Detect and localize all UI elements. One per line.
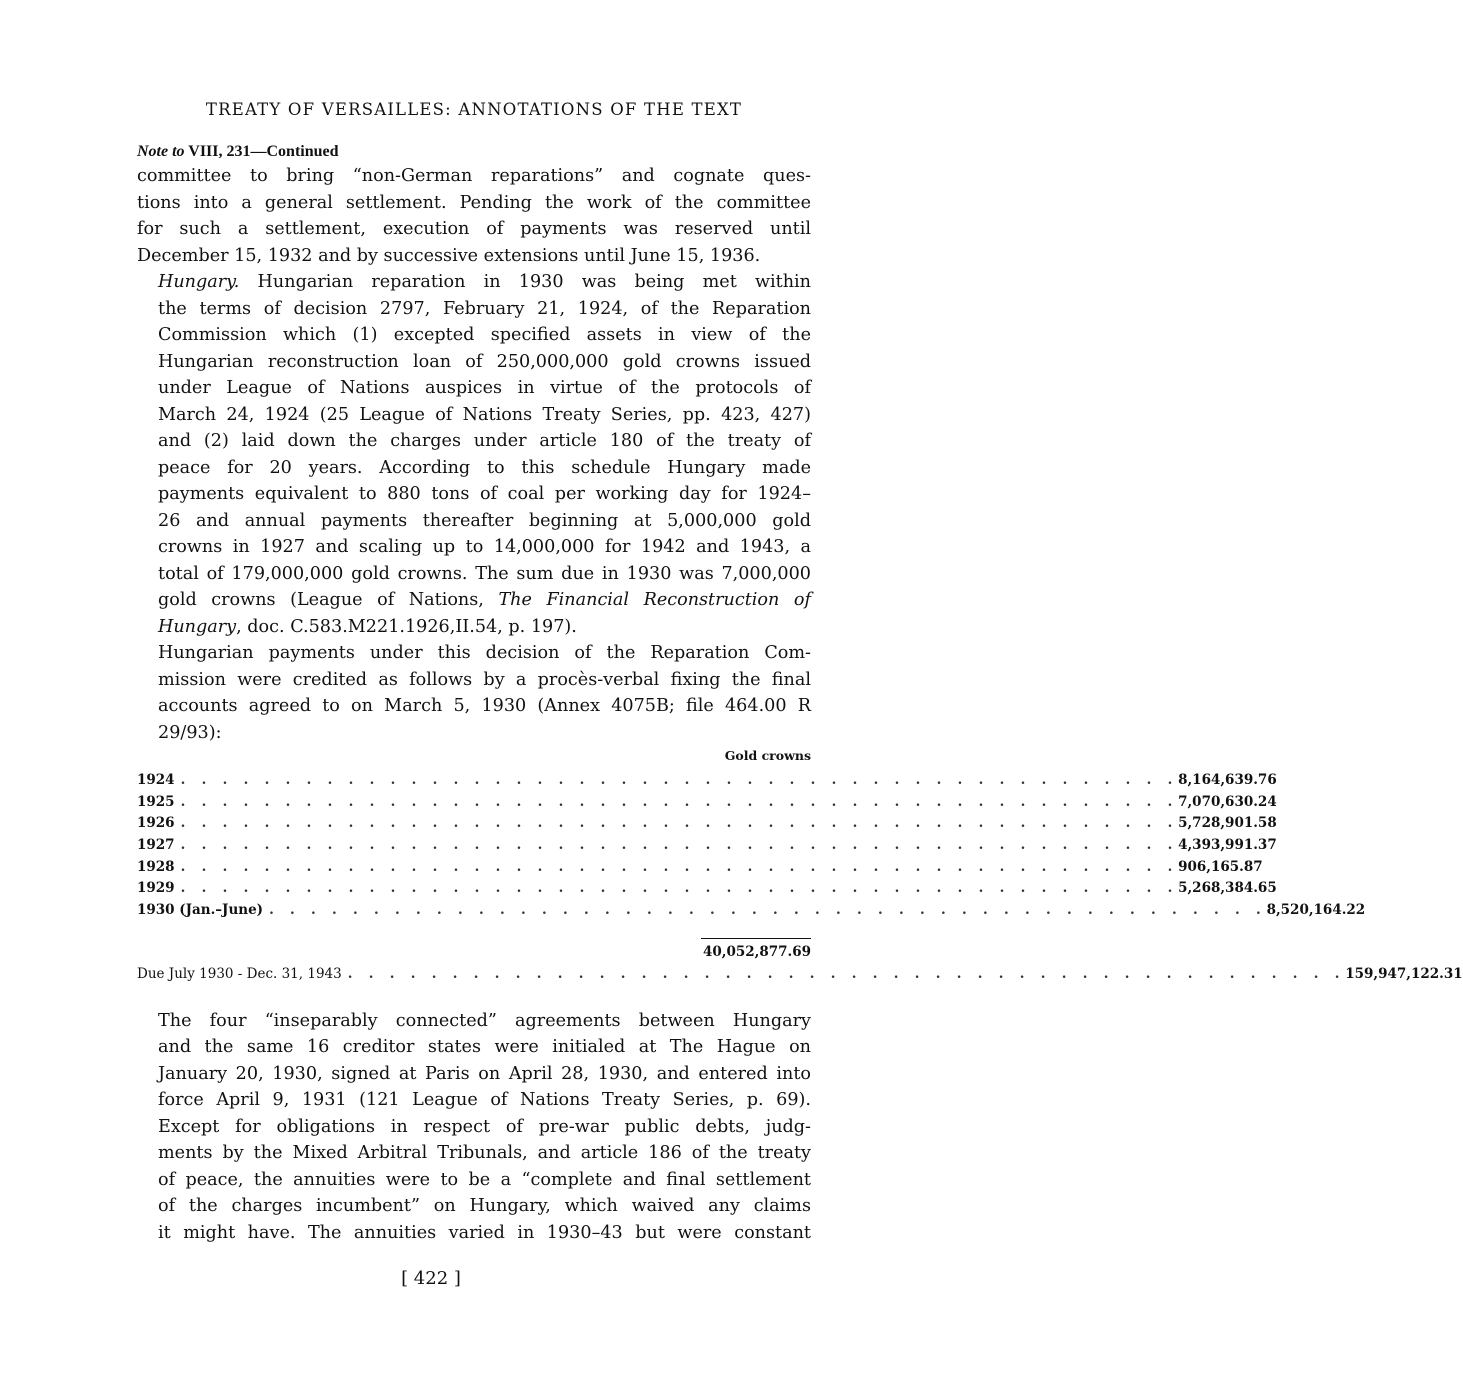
table-row-due (137, 965, 1463, 988)
total-rule (701, 938, 811, 939)
table-row (137, 902, 1366, 924)
dot-leader: . . . . . . . . . . . . . . . . . . . . . . . . . . . . . . . . . . . . . . . . . . . . . . . . (180, 793, 1179, 810)
row-year: 1925 (137, 793, 175, 810)
row-amount: 8,520,164.22 (1266, 902, 1366, 919)
text-line: mission were credited as follows by a procès-verbal fixing the final (158, 669, 811, 690)
row-amount: 5,268,384.65 (1178, 880, 1277, 897)
body-text-after-table (137, 1008, 811, 1247)
text-line: Commission which (1) excepted specified assets in view of the (158, 325, 811, 345)
row-amount: 4,393,991.37 (1178, 837, 1277, 854)
text-fragment: gold crowns (League of Nations, (158, 590, 499, 610)
dot-leader: . . . . . . . . . . . . . . . . . . . . . . . . . . . . . . . . . . . . . . . . . . . . . . . . (180, 772, 1179, 788)
text-line: peace for 20 years. According to this schedule Hungary made (158, 457, 811, 478)
text-line: of the charges incumbent” on Hungary, which waived any claims (158, 1196, 811, 1216)
row-year: 1930 (Jan.–June) (137, 902, 264, 919)
document-page (137, 100, 1463, 1246)
text-line: it might have. The annuities varied in 1930–43 but were constant (158, 1222, 811, 1243)
row-amount: 8,164,639.76 (1178, 772, 1277, 788)
running-head: TREATY OF VERSAILLES: ANNOTATIONS OF THE TEXT (205, 100, 743, 119)
table-row (137, 815, 1277, 837)
row-year: 1924 (137, 772, 175, 788)
text-line: and the same 16 creditor states were initialed at The Hague on (158, 1037, 811, 1057)
dot-leader: . . . . . . . . . . . . . . . . . . . . . . . . . . . . . . . . . . . . . . . . . . . . . . . . (180, 858, 1179, 875)
text-line: force April 9, 1931 (121 League of Nations Treaty Series, p. 69). (158, 1090, 811, 1110)
row-amount: 906,165.87 (1178, 858, 1263, 875)
cited-title: Hungary (158, 616, 237, 637)
text-line: accounts agreed to on March 5, 1930 (Annex 4075B; file 464.00 R (158, 696, 811, 716)
note-heading-ref: VIII, 231—Continued (188, 143, 339, 160)
table-row (137, 858, 1263, 881)
table-total: 40,052,877.69 (702, 943, 811, 960)
row-year: 1926 (137, 815, 175, 832)
row-year: 1929 (137, 880, 175, 897)
table-row (137, 837, 1277, 859)
text-line (137, 587, 811, 614)
text-line: tions into a general settlement. Pending the work of the committee (137, 192, 811, 213)
text-line: and (2) laid down the charges under article 180 of the treaty of (158, 431, 811, 451)
paragraph-continuation (137, 163, 811, 269)
cited-title: The Financial Reconstruction of (498, 590, 811, 610)
note-heading (137, 143, 811, 161)
due-label: Due July 1930 - Dec. 31, 1943 (137, 965, 342, 982)
text-line: Hungarian payments under this decision of the Reparation Com- (158, 643, 811, 663)
text-line: the terms of decision 2797, February 21, 1924, of the Reparation (158, 298, 811, 319)
text-line: 26 and annual payments thereafter beginning at 5,000,000 gold (158, 510, 811, 531)
paragraph-hungary (137, 269, 811, 640)
text-line: January 20, 1930, signed at Paris on April 28, 1930, and entered into (158, 1063, 811, 1084)
paragraph-payments (137, 640, 811, 746)
dot-leader: . . . . . . . . . . . . . . . . . . . . . . . . . . . . . . . . . . . . . . . . . . . . . . . . (180, 880, 1179, 897)
text-line (137, 269, 811, 296)
table-unit-header: Gold crowns (724, 748, 811, 763)
text-line: total of 179,000,000 gold crowns. The sum due in 1930 was 7,000,000 (158, 563, 811, 584)
dot-leader: . . . . . . . . . . . . . . . . . . . . . . . . . . . . . . . . . . . . . . . . . . . . . . . . (180, 815, 1179, 832)
dot-leader: . . . . . . . . . . . . . . . . . . . . . . . . . . . . . . . . . . . . . . . . . . . . . . . . (347, 965, 1346, 982)
text-line: ments by the Mixed Arbitral Tribunals, and article 186 of the treaty (158, 1143, 811, 1163)
text-line: Except for obligations in respect of pre-war public debts, judg- (158, 1116, 811, 1137)
text-line: payments equivalent to 880 tons of coal per working day for 1924– (158, 484, 811, 504)
dot-leader: . . . . . . . . . . . . . . . . . . . . . . . . . . . . . . . . . . . . . . . . . . . . . . . . (269, 902, 1267, 919)
text-line: for such a settlement, execution of payments was reserved until (137, 219, 811, 239)
text-line: December 15, 1932 and by successive extensions until June 15, 1936. (137, 245, 761, 266)
table-row (137, 880, 1277, 902)
text-line: under League of Nations auspices in virtue of the protocols of (158, 378, 811, 398)
row-year: 1928 (137, 858, 175, 875)
text-line: 29/93): (158, 722, 222, 743)
text-line (137, 614, 811, 641)
total-rule-row (137, 938, 811, 939)
payments-table (137, 748, 1463, 988)
table-row (137, 772, 1277, 794)
hungary-lead: Hungary. (158, 272, 240, 292)
row-amount: 7,070,630.24 (1178, 793, 1277, 810)
text-fragment: , doc. C.583.M221.1926,II.54, p. 197). (236, 616, 577, 637)
text-line: crowns in 1927 and scaling up to 14,000,000 for 1942 and 1943, a (158, 537, 811, 557)
body-text (137, 163, 811, 746)
table-row (137, 793, 1277, 816)
dot-leader: . . . . . . . . . . . . . . . . . . . . . . . . . . . . . . . . . . . . . . . . . . . . . . . . (180, 837, 1179, 854)
text-line: March 24, 1924 (25 League of Nations Treaty Series, pp. 423, 427) (158, 404, 811, 425)
text-line: of peace, the annuities were to be a “complete and final settlement (158, 1169, 811, 1190)
page-number: [ 422 ] (401, 1268, 461, 1289)
text-line: Hungarian reconstruction loan of 250,000,000 gold crowns issued (158, 351, 811, 372)
text-line: The four “inseparably connected” agreements between Hungary (158, 1010, 811, 1031)
text-fragment: Hungarian reparation in 1930 was being met within (239, 272, 811, 292)
note-heading-prefix: Note to (137, 143, 185, 160)
due-amount: 159,947,122.31 (1345, 965, 1463, 982)
text-line: committee to bring “non-German reparations” and cognate ques- (137, 166, 811, 186)
paragraph-agreements (137, 1008, 811, 1247)
row-amount: 5,728,901.58 (1178, 815, 1277, 832)
row-year: 1927 (137, 837, 175, 854)
